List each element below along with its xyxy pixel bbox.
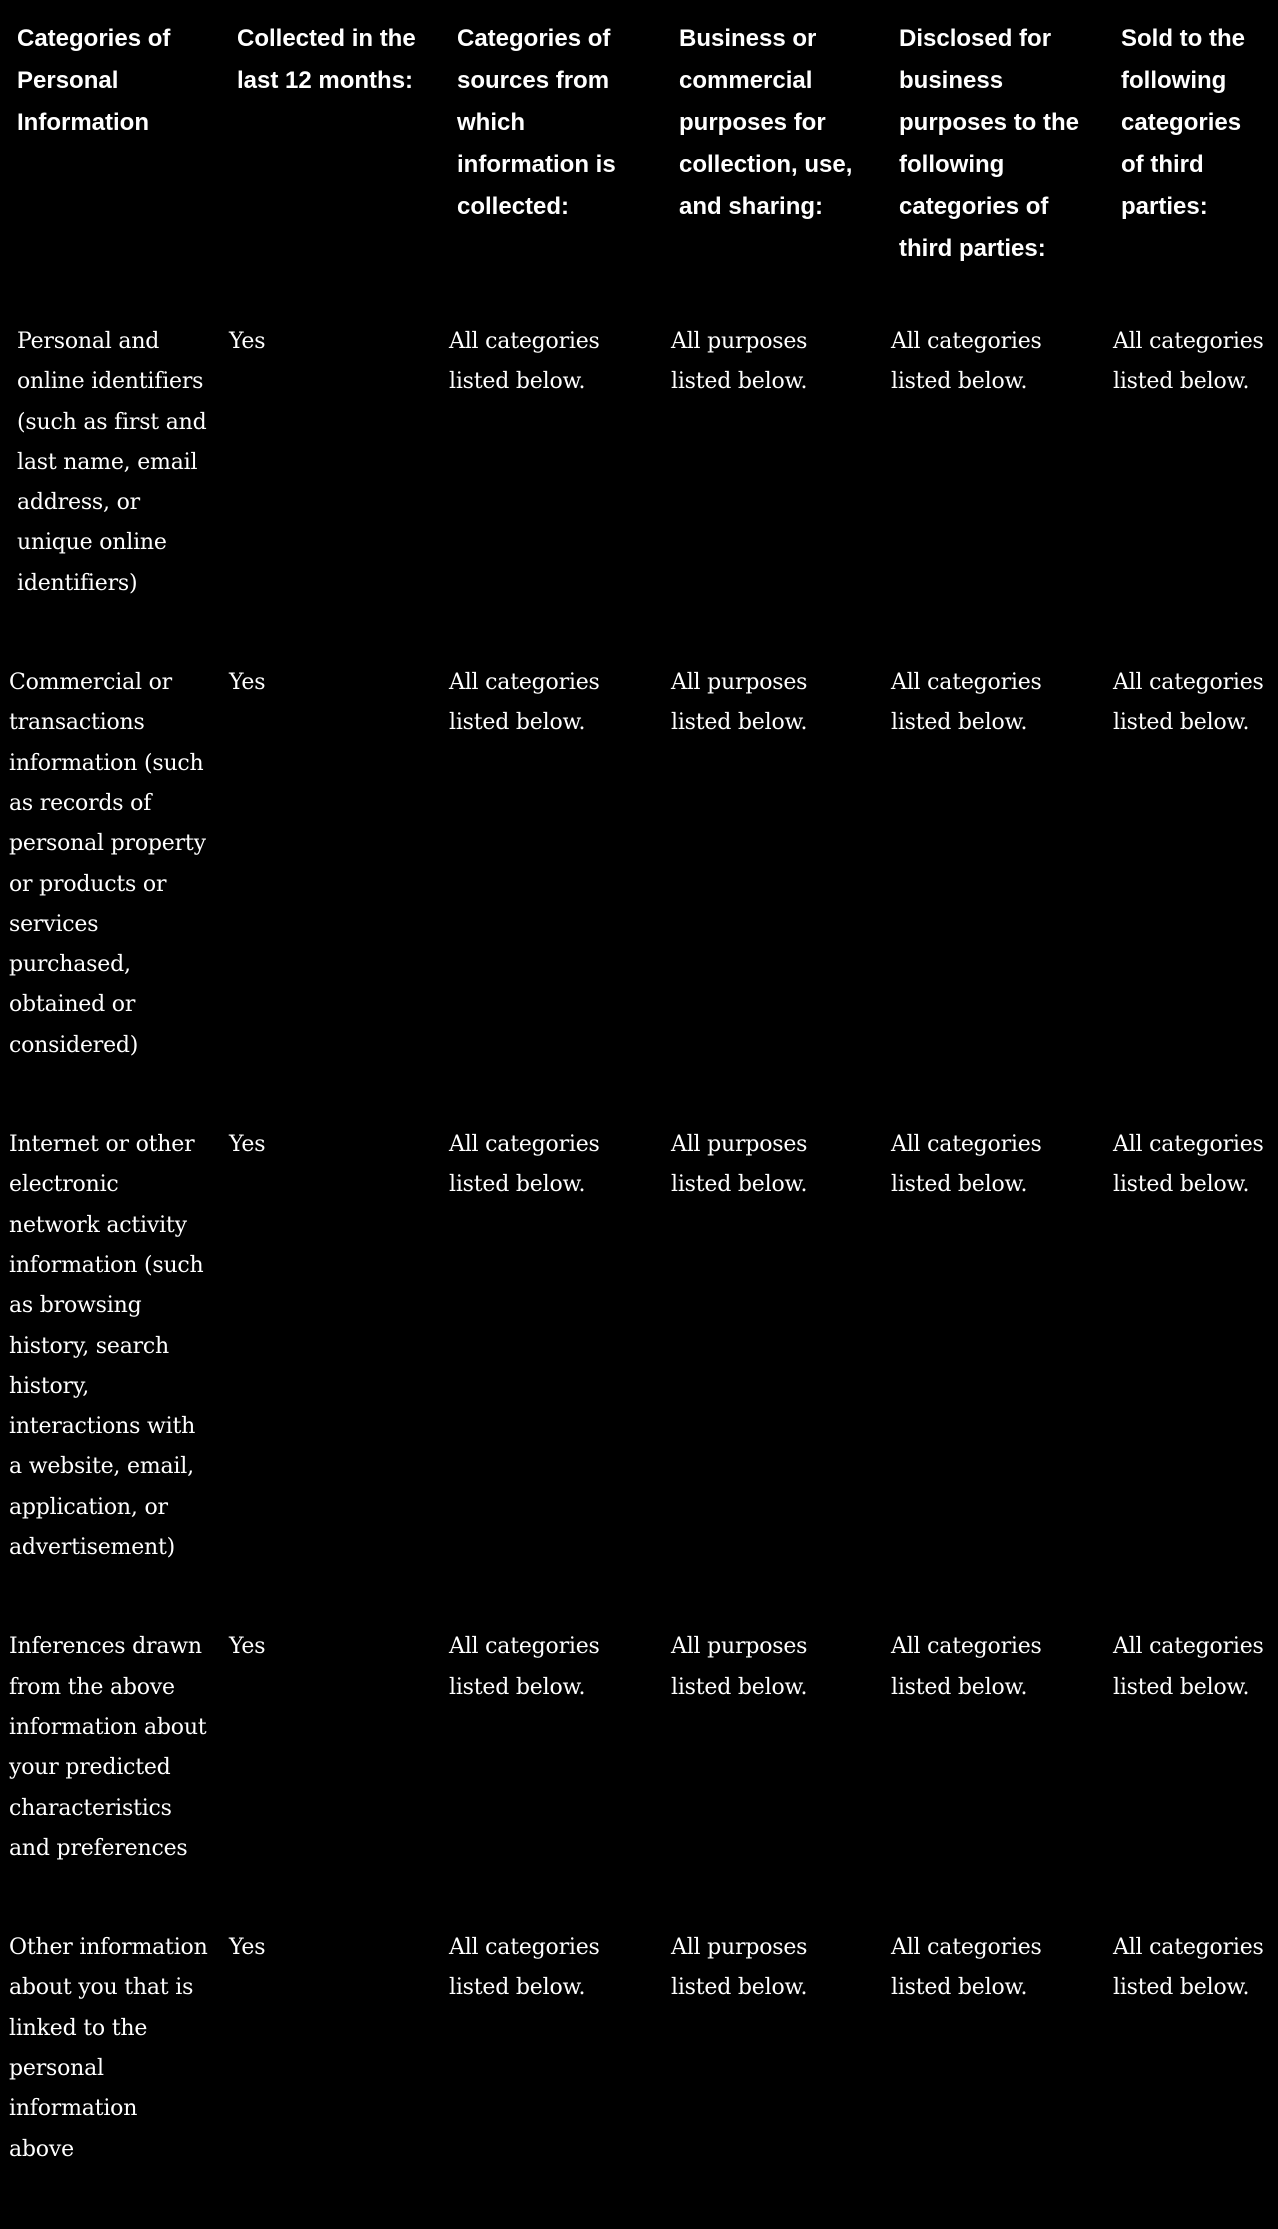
disclosed-cell: All categories listed below. bbox=[891, 1634, 1042, 1700]
sources-cell: All categories listed below. bbox=[449, 329, 600, 395]
sold-cell: All categories listed below. bbox=[1113, 670, 1264, 736]
disclosed-cell: All categories listed below. bbox=[891, 1132, 1042, 1198]
disclosed-cell: All categories listed below. bbox=[891, 1935, 1042, 2001]
purposes-cell: All purposes listed below. bbox=[671, 670, 808, 736]
category-cell: Internet or other electronic network activity information (such as browsing history, search history, interactions with a website, email, application, or advertisement) bbox=[9, 1132, 204, 1561]
table-row bbox=[0, 322, 1278, 663]
table-row bbox=[0, 1627, 1278, 1928]
sources-cell: All categories listed below. bbox=[449, 670, 600, 736]
table-row bbox=[0, 1928, 1278, 2229]
header-disclosed: Disclosed for business purposes to the following categories of third parties: bbox=[899, 25, 1080, 262]
header-categories: Categories of Personal Information bbox=[17, 25, 171, 136]
sold-cell: All categories listed below. bbox=[1113, 1634, 1264, 1700]
disclosed-cell: All categories listed below. bbox=[891, 670, 1042, 736]
collected-cell: Yes bbox=[229, 670, 266, 696]
header-sold: Sold to the following categories of third parties: bbox=[1121, 25, 1245, 220]
collected-cell: Yes bbox=[229, 1935, 266, 1961]
sold-cell: All categories listed below. bbox=[1113, 1935, 1264, 2001]
purposes-cell: All purposes listed below. bbox=[671, 1132, 808, 1198]
table-row bbox=[0, 663, 1278, 1125]
header-purposes: Business or commercial purposes for collection, use, and sharing: bbox=[679, 25, 853, 220]
sources-cell: All categories listed below. bbox=[449, 1132, 600, 1198]
collected-cell: Yes bbox=[229, 329, 266, 354]
collected-cell: Yes bbox=[229, 1132, 266, 1158]
sold-cell: All categories listed below. bbox=[1113, 1132, 1264, 1198]
purposes-cell: All purposes listed below. bbox=[671, 1634, 808, 1700]
category-cell: Inferences drawn from the above information about your predicted characteristics and preferences bbox=[9, 1634, 207, 1861]
header-sources: Categories of sources from which information is collected: bbox=[457, 25, 616, 220]
purposes-cell: All purposes listed below. bbox=[671, 1935, 808, 2001]
category-cell: Commercial or transactions information (such as records of personal property or products or services purchased, obtained or considered) bbox=[9, 670, 206, 1058]
purposes-cell: All purposes listed below. bbox=[671, 329, 808, 395]
table-header-row bbox=[0, 0, 1278, 322]
sources-cell: All categories listed below. bbox=[449, 1935, 600, 2001]
sold-cell: All categories listed below. bbox=[1113, 329, 1264, 395]
category-cell: Personal and online identifiers (such as first and last name, email address, or unique online identifiers) bbox=[17, 329, 207, 596]
disclosed-cell: All categories listed below. bbox=[891, 329, 1042, 395]
sources-cell: All categories listed below. bbox=[449, 1634, 600, 1700]
header-collected: Collected in the last 12 months: bbox=[237, 25, 416, 94]
table-row bbox=[0, 1125, 1278, 1627]
category-cell: Other information about you that is linked to the personal information above bbox=[9, 1935, 208, 2162]
collected-cell: Yes bbox=[229, 1634, 266, 1660]
